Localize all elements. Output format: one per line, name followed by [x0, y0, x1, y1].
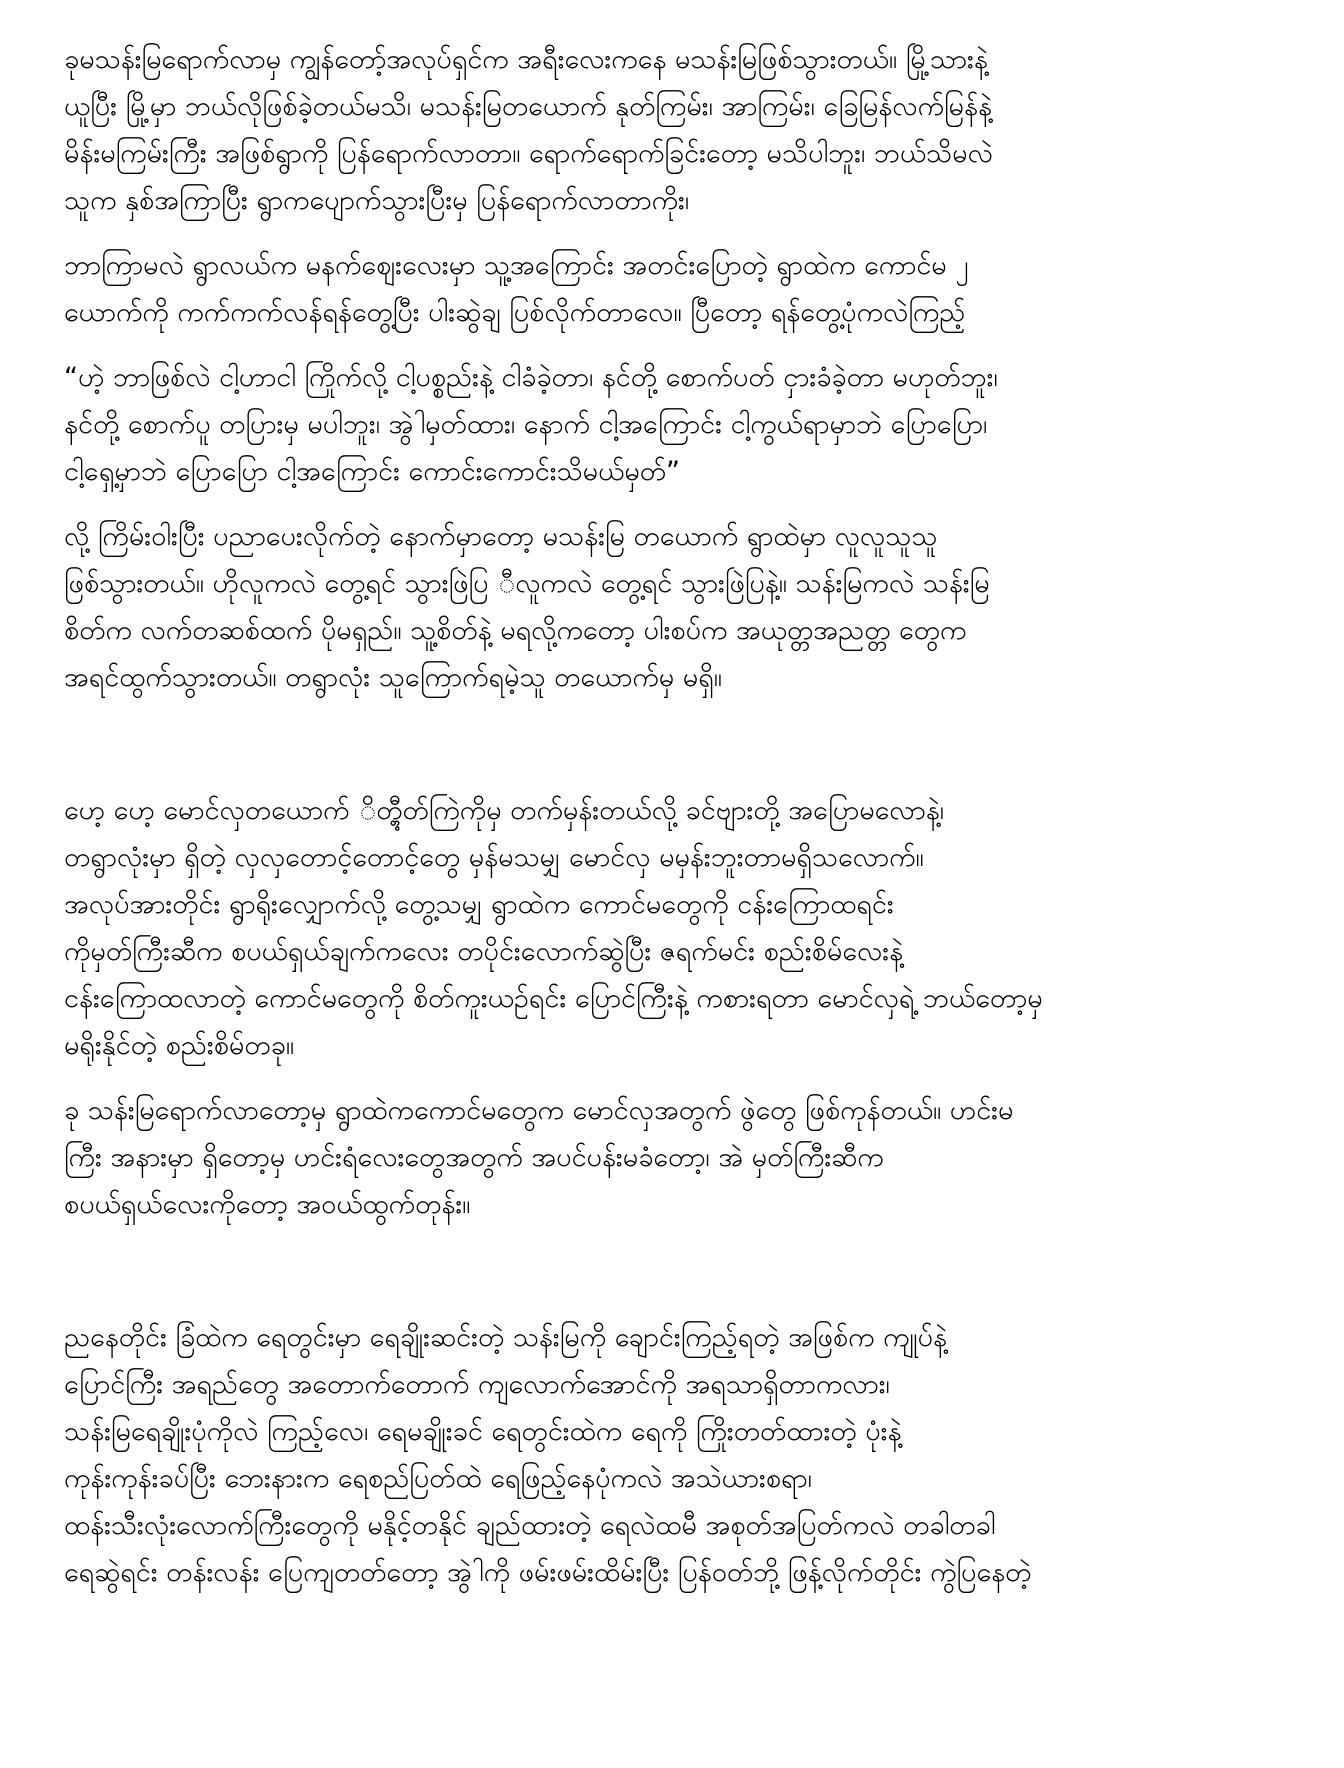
text-line: လို့ ကြိမ်းဝါးပြီး ပညာပေးလိုက်တဲ့ နောက်မှာတော့ မသန်းမြ တယောက် ရွာထဲမှာ လူလူသူသူ	[64, 521, 938, 552]
text-line: ငန်းကြောထလာတဲ့ ကောင်မတွေကို စိတ်ကူးယဉ်ရင်း ပြောင်ကြီးနဲ့ ကစားရတာ မောင်လှရဲ့ ဘယ်တော့မှ	[64, 983, 1043, 1014]
text-line: ယူပြီး မြို့မှာ ဘယ်လိုဖြစ်ခဲ့တယ်မသိ၊ မသန်းမြတယောက် နုတ်ကြမ်း၊ အာကြမ်း၊ ခြေမြန်လက်မြန်နဲ့	[64, 91, 992, 122]
text-line: ကြီး အနားမှာ ရှိတော့မှ ဟင်းရံလေးတွေအတွက် အပင်ပန်းမခံတော့၊ အဲ မှတ်ကြီးဆီက	[64, 1142, 884, 1173]
text-line: ဘာကြာမလဲ ရွာလယ်က မနက်ဈေးလေးမှာ သူ့အကြောင်း အတင်းပြောတဲ့ ရွာထဲက ကောင်မ ၂	[64, 250, 969, 281]
text-line: သန်းမြရေချိုးပုံကိုလဲ ကြည့်လေ၊ ရေမချိုးခင် ရေတွင်းထဲက ရေကို ကြိုးတတ်ထားတဲ့ ပုံးနဲ့	[64, 1416, 902, 1447]
text-line: ဖြစ်သွားတယ်။ ဟိုလူကလဲ တွေ့ရင် သွားဖြဲပြ ီလူကလဲ တွေ့ရင် သွားဖြဲပြနဲ့။ သန်းမြကလဲ သန်းမြ	[64, 568, 990, 599]
text-line: ရေဆွဲရင်း တန်းလန်း ပြေကျတတ်တော့ အွဲါကို ဖမ်းဖမ်းထိမ်းပြီး ပြန်ဝတ်ဘို့ ဖြန့်လိုက်တိုင်း ကွဲပြနေတဲ့	[64, 1557, 1032, 1588]
paragraph	[64, 513, 1284, 701]
text-line: အရင်ထွက်သွားတယ်။ တရွာလုံး သူကြောက်ရမဲ့သူ တယောက်မှ မရှိ။	[64, 662, 722, 693]
document-body	[64, 36, 1284, 1596]
text-line: ကိုမှတ်ကြီးဆီက စပယ်ရှယ်ချက်ကလေး တပိုင်းလောက်ဆွဲပြီး ဇရက်မင်း စည်းစိမ်လေးနဲ့	[64, 936, 904, 967]
paragraph	[64, 354, 1284, 495]
paragraph	[64, 36, 1284, 224]
paragraph	[64, 242, 1284, 336]
text-line: ခုမသန်းမြရောက်လာမှ ကျွန်တော့်အလုပ်ရှင်က အရီးလေးကနေ မသန်းမြဖြစ်သွားတယ်။ မြို့သားနဲ့	[64, 44, 988, 75]
text-line: ပြောင်ကြီး အရည်တွေ အတောက်တောက် ကျလောက်အောင်ကို အရသာရှိတာကလား၊	[64, 1369, 890, 1400]
text-line: တရွာလုံးမှာ ရှိတဲ့ လှလှတောင့်တောင့်တွေ မှန်မသမျှ မောင်လှ မမှန်းဘူးတာမရှိသလောက်။	[64, 842, 924, 873]
text-line: “ဟဲ့ ဘာဖြစ်လဲ ငါ့ဟာငါ ကြိုက်လို့ ငါ့ပစ္စည်းနဲ့ ငါခံခဲ့တာ၊ နင်တို့ စောက်ပတ် ငှားခံခဲ့တာ မဟုတ်ဘူး၊	[64, 362, 998, 393]
text-line: ငါ့ရှေ့မှာဘဲ ပြောပြော ငါ့အကြောင်း ကောင်းကောင်းသိမယ်မှတ်”	[64, 456, 681, 487]
text-line: ကုန်းကုန်းခပ်ပြီး ဘေးနားက ရေစည်ပြတ်ထဲ ရေဖြည့်နေပုံကလဲ အသဲယားစရာ၊	[64, 1463, 812, 1494]
text-line: ယောက်ကို ကက်ကက်လန်ရန်တွေ့ပြီး ပါးဆွဲချ ပြစ်လိုက်တာလေ။ ပြီတော့ ရန်တွေ့ပုံကလဲကြည့်	[64, 297, 966, 328]
text-line: ခု သန်းမြရောက်လာတော့မှ ရွာထဲကကောင်မတွေက မောင်လှအတွက် ဖွဲတွေ ဖြစ်ကုန်တယ်။ ဟင်းမ	[64, 1095, 1014, 1126]
text-line: ထန်းသီးလုံးလောက်ကြီးတွေကို မနိုင့်တနိုင် ချည်ထားတဲ့ ရေလဲထမီ အစုတ်အပြတ်ကလဲ တခါတခါ	[64, 1510, 996, 1541]
text-line: အလုပ်အားတိုင်း ရွာရိုးလျှောက်လို့ တွေ့သမျှ ရွာထဲက ကောင်မတွေကို ငန်းကြောထရင်း	[64, 889, 894, 920]
text-line: သူက နှစ်အကြာပြီး ရွာကပျောက်သွားပြီးမှ ပြန်ရောက်လာတာကိုး၊	[64, 185, 690, 216]
text-line: ဟေ့ ဟေ့ မောင်လှတယောက် ိတ္တွီတ်ကြဲကိုမှ တက်မှန်းတယ်လို့ ခင်ဗျားတို့ အပြောမလောနဲ့၊	[64, 795, 944, 826]
text-line: စပယ်ရှယ်လေးကိုတော့ အဝယ်ထွက်တုန်း။	[64, 1189, 471, 1220]
text-line: စိတ်က လက်တဆစ်ထက် ပိုမရှည်။ သူ့စိတ်နဲ့ မရလို့ကတော့ ပါးစပ်က အယုတ္တအညတ္တ တွေက	[64, 615, 967, 646]
paragraph	[64, 1314, 1284, 1596]
text-line: မရိုးနိုင်တဲ့ စည်းစိမ်တခု။	[64, 1030, 294, 1061]
text-line: ညနေတိုင်း ခြံထဲက ရေတွင်းမှာ ရေချိုးဆင်းတဲ့ သန်းမြကို ချောင်းကြည့်ရတဲ့ အဖြစ်က ကျုပ်နဲ့	[64, 1322, 948, 1353]
text-line: နင်တို့ စောက်ပူ တပြားမှ မပါဘူး၊ အွဲါမှတ်ထား၊ နောက် ငါ့အကြောင်း ငါ့ကွယ်ရာမှာဘဲ ပြောပြော၊	[64, 409, 988, 440]
paragraph	[64, 787, 1284, 1069]
text-line: မိန်းမကြမ်းကြီး အဖြစ်ရွာကို ပြန်ရောက်လာတာ။ ရောက်ရောက်ခြင်းတော့ မသိပါဘူး၊ ဘယ်သိမလဲ	[64, 138, 993, 169]
paragraph	[64, 1087, 1284, 1228]
